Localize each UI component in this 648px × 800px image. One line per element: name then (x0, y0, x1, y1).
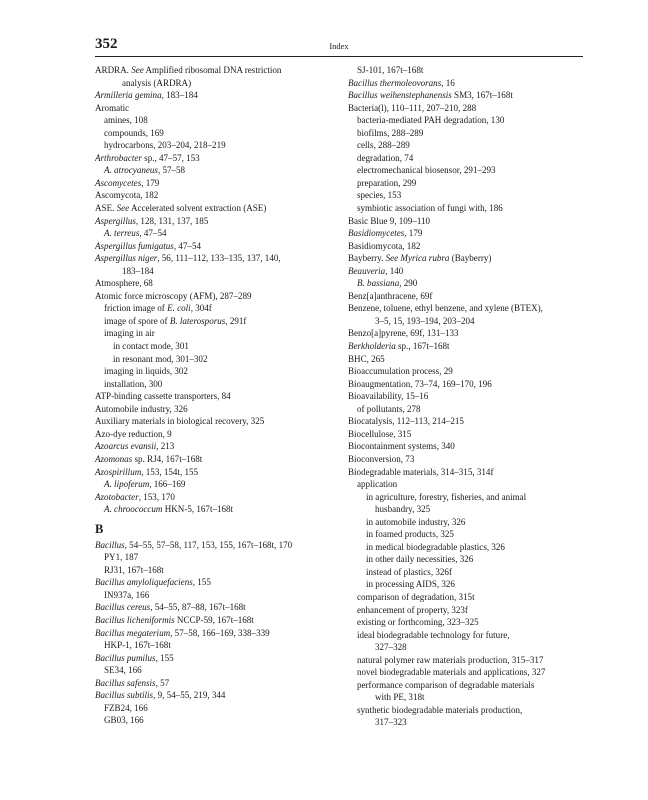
index-entry-text: , 179 (404, 228, 423, 239)
index-entry (95, 466, 335, 479)
index-entry-text: Azoarcus evansii (95, 441, 157, 452)
index-entry (95, 428, 335, 441)
index-entry-text: , 57–58 (157, 165, 186, 176)
index-entry-text: , 56, 111–112, 133–135, 137, 140, (157, 253, 281, 264)
index-entry-text: , 153, 154t, 155 (141, 466, 199, 477)
index-entry-text: Aspergillus niger (95, 253, 158, 264)
index-column-left (95, 64, 335, 727)
index-subentry (348, 604, 588, 617)
index-entry-text: , 179 (141, 177, 160, 188)
index-entry (95, 252, 335, 265)
index-entry-text: preparation, 299 (357, 177, 417, 188)
index-entry-text: biofilms, 288–289 (357, 127, 424, 138)
index-entry-text: imaging in liquids, 302 (104, 366, 188, 377)
index-entry (348, 466, 588, 479)
index-entry-text: FZB24, 166 (104, 702, 148, 713)
index-entry-text: comparison of degradation, 315t (357, 591, 475, 602)
index-entry-text: ideal biodegradable technology for future, (357, 629, 510, 640)
index-entry-text: Auxiliary materials in biological recovery, 325 (95, 416, 265, 427)
index-subentry (348, 553, 588, 566)
index-entry-text: sp., 167t–168t (395, 341, 450, 352)
index-entry-text: Benzo[a]pyrene, 69f, 131–133 (348, 328, 459, 339)
index-entry-text: analysis (ARDRA) (122, 77, 192, 88)
index-entry (95, 102, 335, 115)
page-header (95, 36, 583, 56)
index-entry-text: Bacillus weihenstephanensis (348, 90, 452, 101)
index-entry (348, 353, 588, 366)
index-subentry (95, 139, 335, 152)
index-entry-text: amines, 108 (104, 115, 148, 126)
index-subentry (95, 227, 335, 240)
index-entry-text: hydrocarbons, 203–204, 218–219 (104, 140, 226, 151)
index-subentry (348, 629, 588, 642)
index-subentry (95, 664, 335, 677)
index-entry-text: bacteria-mediated PAH degradation, 130 (357, 115, 505, 126)
index-entry-text: HKP-1, 167t–168t (104, 640, 171, 651)
index-entry-text: B. laterosporus (169, 315, 226, 326)
index-entry-text: , 47–54 (139, 228, 167, 239)
index-entry-text: Basic Blue 9, 109–110 (348, 215, 431, 226)
index-entry-text: PY1, 187 (104, 552, 139, 563)
index-subentry (348, 64, 588, 77)
index-entry (348, 327, 588, 340)
index-entry (95, 177, 335, 190)
index-entry-text: 317–323 (375, 717, 407, 728)
index-entry-text: novel biodegradable materials and applications, 327 (357, 667, 546, 678)
index-entry-text: Bioconversion, 73 (348, 453, 415, 464)
index-subentry (95, 589, 335, 602)
index-entry-text: RJ31, 167t–168t (104, 564, 164, 575)
index-entry (348, 428, 588, 441)
index-entry-text: synthetic biodegradable materials production, (357, 704, 523, 715)
index-entry-text: Atmosphere, 68 (95, 278, 153, 289)
index-entry (95, 64, 335, 77)
index-entry (95, 440, 335, 453)
index-entry (348, 340, 588, 353)
index-entry (95, 403, 335, 416)
index-entry-text: in medical biodegradable plastics, 326 (366, 541, 505, 552)
index-entry-text: , 304f (190, 303, 212, 314)
index-entry-text: , 47–54 (173, 240, 201, 251)
index-entry (348, 302, 588, 315)
index-entry-text: A. lipoferum (104, 479, 150, 490)
index-entry-text: Biocatalysis, 112–113, 214–215 (348, 416, 464, 427)
index-subentry (348, 315, 588, 328)
index-entry-text: Beauveria (348, 265, 386, 276)
index-entry-text: , 291f (225, 315, 247, 326)
index-entry-text: enhancement of property, 323f (357, 604, 468, 615)
index-entry-text: ARDRA. (95, 65, 132, 75)
index-entry-text: , 57–58, 166–169, 338–339 (170, 627, 270, 638)
page-number: 352 (95, 36, 118, 52)
index-entry-text: Azomonas (95, 453, 133, 464)
index-subentry (348, 654, 588, 667)
index-entry-text: NCCP-59, 167t–168t (174, 614, 254, 625)
running-head: Index (329, 41, 349, 51)
index-entry-text: Amplified ribosomal DNA restriction (143, 65, 282, 75)
index-entry-text: , 128, 131, 137, 185 (135, 215, 209, 226)
index-entry-text: natural polymer raw materials production, 315–317 (357, 654, 544, 665)
index-entry-text: IN937a, 166 (104, 589, 150, 600)
index-subentry (348, 164, 588, 177)
index-entry-text: (Bayberry) (449, 253, 492, 264)
index-entry (348, 415, 588, 428)
index-entry (95, 202, 335, 215)
index-entry-text: with PE, 318t (375, 692, 425, 703)
index-entry-text: , 9, 54–55, 219, 344 (153, 690, 226, 701)
index-entry-text: , 213 (156, 441, 175, 452)
index-subentry (348, 679, 588, 692)
index-entry-text: A. chroococcum (104, 504, 163, 515)
index-entry-text: See (131, 65, 144, 75)
index-entry-text: friction image of (104, 303, 168, 314)
index-entry-text: , 57 (155, 677, 170, 688)
index-entry-text: HKN-5, 167t–168t (162, 504, 234, 515)
index-entry-text: Basidiomycota, 182 (348, 240, 421, 251)
index-entry-text: symbiotic association of fungi with, 186 (357, 203, 503, 214)
index-subentry (95, 114, 335, 127)
index-entry-text: in contact mode, 301 (113, 341, 189, 352)
index-entry-text: GB03, 166 (104, 715, 144, 726)
index-entry-text: BHC, 265 (348, 353, 385, 364)
index-entry-text: , 183–184 (161, 90, 198, 101)
index-entry-text: application (357, 479, 398, 490)
index-entry-text: Aspergillus fumigatus (95, 240, 174, 251)
index-entry (95, 614, 335, 627)
index-entry-text: , 166–169 (149, 479, 186, 490)
index-entry (348, 240, 588, 253)
index-subentry (348, 403, 588, 416)
index-entry-text: Aspergillus (95, 215, 136, 226)
index-subentry (95, 478, 335, 491)
index-entry-text: existing or forthcoming, 323–325 (357, 617, 479, 628)
index-entry-text: Bacteria(l), 110–111, 207–210, 288 (348, 102, 477, 113)
index-entry (95, 240, 335, 253)
index-entry (95, 627, 335, 640)
index-entry-text: ATP-binding cassette transporters, 84 (95, 391, 231, 402)
index-subentry (348, 139, 588, 152)
index-entry (95, 390, 335, 403)
index-subentry (348, 541, 588, 554)
index-subentry (95, 302, 335, 315)
index-entry-text: See Myrica rubra (385, 253, 450, 264)
index-subentry (348, 177, 588, 190)
index-subentry (95, 378, 335, 391)
index-entry-text: of pollutants, 278 (357, 403, 421, 414)
index-entry-text: cells, 288–289 (357, 140, 410, 151)
index-subentry (348, 152, 588, 165)
index-entry-text: Ascomycetes (95, 177, 142, 188)
index-entry-text: Berkholderia (348, 341, 396, 352)
index-entry-text: , 290 (399, 278, 418, 289)
index-entry-text: E. coli (167, 303, 191, 314)
index-entry-text: Bacillus (95, 539, 125, 550)
index-subentry (348, 277, 588, 290)
index-subentry (348, 491, 588, 504)
index-entry (95, 539, 335, 552)
index-subentry (348, 666, 588, 679)
index-subentry (348, 691, 588, 704)
index-entry-text: Accelerated solvent extraction (ASE) (129, 203, 267, 214)
index-entry-text: ASE. (95, 203, 117, 214)
index-entry-text: Armilleria gemina (95, 90, 162, 101)
index-entry (95, 576, 335, 589)
index-entry-text: performance comparison of degradable materials (357, 679, 535, 690)
index-entry-text: in resonant mod, 301–302 (113, 353, 208, 364)
index-entry-text: , 155 (192, 577, 211, 588)
index-subentry (95, 353, 335, 366)
index-entry-text: imaging in air (104, 328, 155, 339)
index-entry (95, 290, 335, 303)
index-subentry (348, 591, 588, 604)
index-entry-text: Azotobacter (95, 491, 139, 502)
index-entry (95, 277, 335, 290)
index-subentry (95, 340, 335, 353)
index-entry (348, 440, 588, 453)
index-entry-text: installation, 300 (104, 378, 163, 389)
index-entry-text: in agriculture, forestry, fisheries, and animal (366, 491, 527, 502)
index-entry-text: in processing AIDS, 326 (366, 579, 455, 590)
index-entry-text: species, 153 (357, 190, 402, 201)
index-entry-text: Azospirillum (95, 466, 142, 477)
index-entry (348, 378, 588, 391)
index-entry (348, 227, 588, 240)
index-subentry (95, 127, 335, 140)
index-entry (95, 453, 335, 466)
index-entry (95, 189, 335, 202)
index-subentry (348, 516, 588, 529)
index-subentry (348, 616, 588, 629)
index-entry-text: Bacillus thermoleovorans (348, 77, 442, 88)
index-subentry (348, 189, 588, 202)
index-entry-text: Bacillus subtilis (95, 690, 154, 701)
index-entry-text: SE34, 166 (104, 665, 142, 676)
index-subentry (348, 566, 588, 579)
index-entry-text: SJ-101, 167t–168t (357, 65, 424, 75)
index-entry-text: Bioaccumulation process, 29 (348, 366, 453, 377)
index-entry-text: Biodegradable materials, 314–315, 314f (348, 466, 494, 477)
index-entry-text: compounds, 169 (104, 127, 164, 138)
index-entry-text: Bayberry. (348, 253, 386, 264)
index-entry-text: 3–5, 15, 193–194, 203–204 (375, 315, 475, 326)
index-entry-text: A. atrocyaneus (104, 165, 158, 176)
index-entry-text: , 54–55, 87–88, 167t–168t (150, 602, 246, 613)
index-entry-text: , 16 (441, 77, 455, 88)
index-subentry (95, 702, 335, 715)
index-entry (348, 252, 588, 265)
index-subentry (95, 503, 335, 516)
index-entry-text: Benz[a]anthracene, 69f (348, 290, 433, 301)
index-subentry (348, 578, 588, 591)
index-entry (348, 265, 588, 278)
index-entry (95, 152, 335, 165)
index-entry-text: Ascomycota, 182 (95, 190, 159, 201)
header-rule (95, 56, 583, 57)
index-entry (348, 390, 588, 403)
index-subentry (95, 164, 335, 177)
index-entry-text: Bacillus licheniformis (95, 614, 175, 625)
index-entry-text: Benzene, toluene, ethyl benzene, and xylene (BTEX), (348, 303, 543, 314)
index-entry-text: in other daily necessities, 326 (366, 554, 474, 565)
index-entry-text: Bioavailability, 15–16 (348, 391, 429, 402)
index-entry-text: image of spore of (104, 315, 170, 326)
index-entry-text: Aromatic (95, 102, 130, 113)
index-entry-text: in foamed products, 325 (366, 529, 454, 540)
index-entry-text: sp. RJ4, 167t–168t (132, 453, 203, 464)
index-entry-text: Bioaugmentation, 73–74, 169–170, 196 (348, 378, 492, 389)
index-subentry (348, 503, 588, 516)
index-entry-text: B. bassiana (357, 278, 400, 289)
index-entry-text: Basidiomycetes (348, 228, 405, 239)
index-subentry (95, 77, 335, 90)
index-subentry (95, 265, 335, 278)
section-letter-heading: B (95, 521, 104, 536)
index-entry-text: Bacillus cereus (95, 602, 151, 613)
index-entry (95, 89, 335, 102)
index-subentry (95, 315, 335, 328)
index-subentry (348, 528, 588, 541)
index-entry-text: degradation, 74 (357, 152, 414, 163)
index-subentry (348, 202, 588, 215)
index-entry-text: Bacillus megaterium (95, 627, 171, 638)
index-entry (95, 491, 335, 504)
index-entry-text: Automobile industry, 326 (95, 403, 188, 414)
index-entry-text: Arthrobacter (95, 152, 142, 163)
index-entry-text: husbandry, 325 (375, 504, 431, 515)
index-entry-text: , 153, 170 (138, 491, 175, 502)
index-entry (348, 77, 588, 90)
index-entry (95, 677, 335, 690)
index-entry-text: 327–328 (375, 642, 407, 653)
index-subentry (95, 327, 335, 340)
index-entry-text: , 140 (385, 265, 404, 276)
index-subentry (348, 114, 588, 127)
index-entry (348, 215, 588, 228)
index-entry-text: Biocellulose, 315 (348, 428, 412, 439)
index-entry-text: Azo-dye reduction, 9 (95, 428, 172, 439)
index-entry-text: Bacillus pumilus (95, 652, 156, 663)
index-entry (95, 652, 335, 665)
index-entry (348, 102, 588, 115)
index-entry-text: SM3, 167t–168t (451, 90, 513, 101)
index-subentry (348, 704, 588, 717)
index-entry-text: , 54–55, 57–58, 117, 153, 155, 167t–168t, 170 (124, 539, 293, 550)
index-entry (95, 215, 335, 228)
index-subentry (95, 365, 335, 378)
index-entry-text: sp., 47–57, 153 (141, 152, 200, 163)
index-entry (348, 290, 588, 303)
index-entry-text: See (116, 203, 130, 214)
index-entry-text: Bacillus amyloliquefaciens (95, 577, 193, 588)
index-entry-text: instead of plastics, 326f (366, 566, 452, 577)
index-subentry (348, 641, 588, 654)
index-entry-text: Biocontainment systems, 340 (348, 441, 455, 452)
index-subentry (348, 478, 588, 491)
index-entry (95, 689, 335, 702)
index-entry-text: A. terreus (104, 228, 140, 239)
index-subentry (95, 551, 335, 564)
index-entry-text: electromechanical biosensor, 291–293 (357, 165, 496, 176)
index-entry-text: Bacillus safensis (95, 677, 156, 688)
index-subentry (95, 714, 335, 727)
index-subentry (348, 716, 588, 729)
index-entry-text: , 155 (155, 652, 174, 663)
index-column-right (348, 64, 588, 729)
index-subentry (95, 564, 335, 577)
index-entry (95, 415, 335, 428)
index-entry-text: in automobile industry, 326 (366, 516, 466, 527)
index-subentry (95, 639, 335, 652)
index-entry (348, 89, 588, 102)
index-entry-text: 183–184 (122, 265, 154, 276)
index-entry-text: Atomic force microscopy (AFM), 287–289 (95, 290, 252, 301)
index-subentry (348, 127, 588, 140)
index-entry (95, 601, 335, 614)
index-entry (348, 453, 588, 466)
index-entry (348, 365, 588, 378)
